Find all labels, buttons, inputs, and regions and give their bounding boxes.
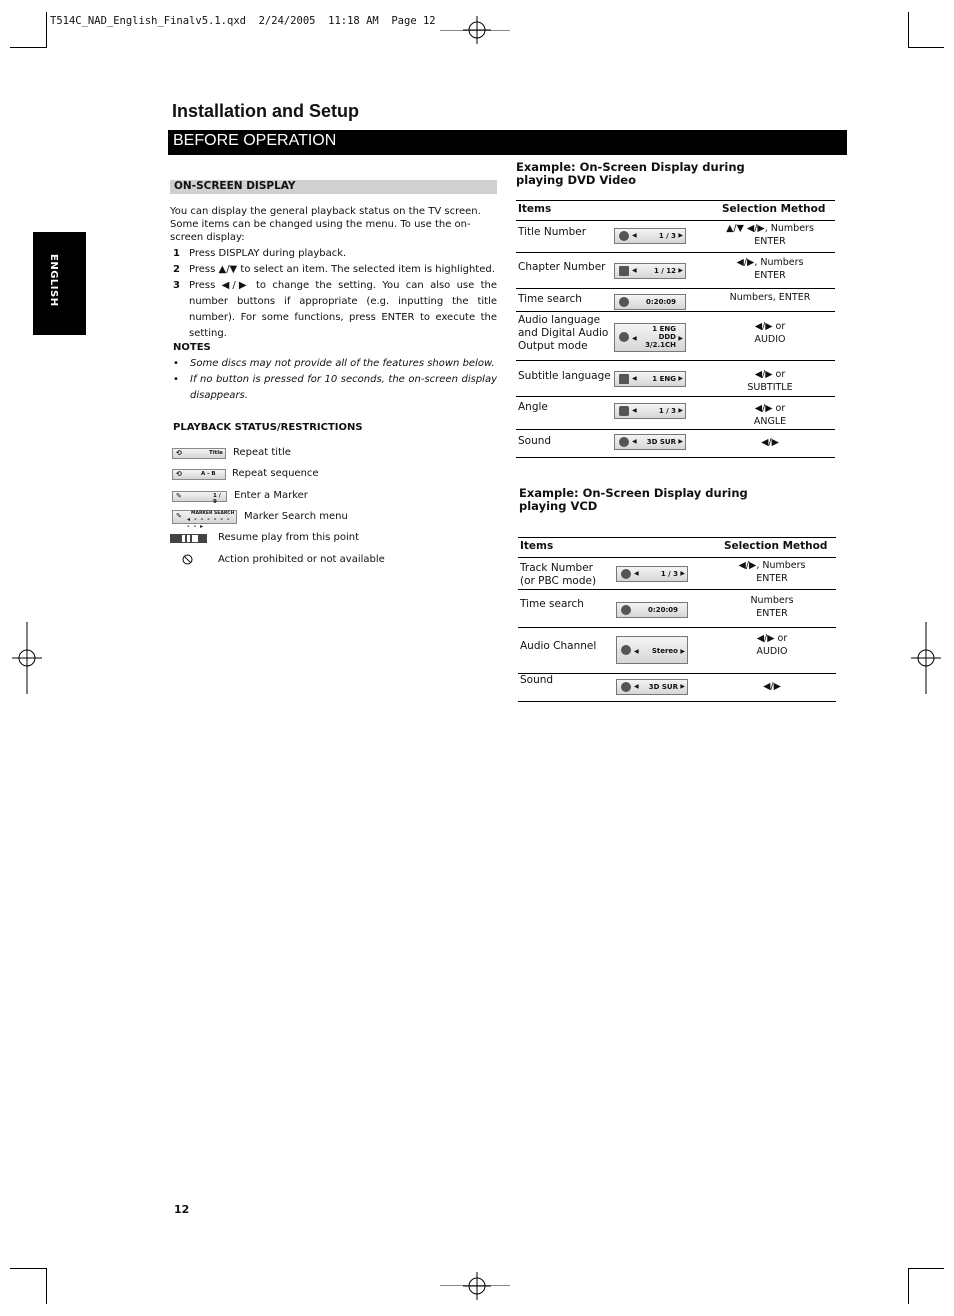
note-text: Some discs may not provide all of the features shown below. — [190, 358, 495, 369]
heading-label: ON-SCREEN DISPLAY — [174, 180, 296, 192]
table-rule — [516, 396, 835, 397]
table-rule — [516, 220, 835, 221]
table-rule — [518, 589, 836, 590]
title-line: playing VCD — [519, 499, 598, 513]
page-number: 12 — [174, 1203, 190, 1216]
method-title-number: ▲/▼ ◀/▶, Numbers ENTER — [726, 223, 814, 247]
time-search-osd: 0:20:09 — [614, 294, 686, 310]
status-label: Repeat title — [233, 447, 291, 458]
step-list — [173, 246, 497, 342]
side-tab-label: ENGLISH — [48, 254, 59, 307]
notes-list — [173, 356, 497, 404]
step-text: Press ▲/▼ to select an item. The selected item is highlighted. — [189, 264, 495, 275]
section-title: Installation and Setup — [172, 101, 360, 121]
prohibited-icon — [182, 554, 193, 565]
crop-mark — [10, 47, 46, 48]
col-header-method: Selection Method — [724, 540, 828, 552]
table-rule — [518, 537, 836, 538]
table-rule — [518, 701, 836, 702]
chapter-number-osd: ◀ 1 / 12 ▶ — [614, 263, 686, 279]
clock-icon — [621, 605, 631, 615]
item-audio-language: Audio language and Digital Audio Output mode — [518, 314, 609, 352]
method-track-number: ◀/▶, Numbers ENTER — [738, 560, 806, 584]
angle-osd: ◀ 1 / 3 ▶ — [614, 403, 686, 419]
table-rule — [518, 673, 836, 674]
crop-mark — [908, 1268, 944, 1269]
method-audio-language: ◀/▶ or AUDIO — [754, 321, 786, 345]
subtitle-language-osd: ◀ 1 ENG ▶ — [614, 371, 686, 387]
registration-mark-icon — [12, 622, 42, 694]
table-rule — [516, 252, 835, 253]
section-bar — [168, 130, 847, 155]
col-header-items: Items — [518, 203, 552, 215]
repeat-title-icon: ⟲ Title — [172, 448, 226, 459]
title-line: Example: On-Screen Display during — [516, 160, 745, 174]
marker-icon: ✎ 1 / 9 — [172, 491, 227, 502]
audio-channel-osd: ◀ Stereo ▶ — [616, 636, 688, 664]
sound-osd: ◀ 3D SUR ▶ — [616, 679, 688, 695]
step-item — [173, 262, 497, 278]
step-text: Press DISPLAY during playback. — [189, 248, 347, 259]
item-subtitle-language: Subtitle language — [518, 370, 611, 382]
table-rule — [518, 557, 836, 558]
table-rule — [516, 288, 835, 289]
step-number: 3 — [173, 280, 180, 291]
crop-mark — [908, 1268, 909, 1304]
method-time-search: Numbers, ENTER — [729, 292, 811, 303]
headphone-icon — [621, 645, 631, 655]
table-rule — [518, 627, 836, 628]
table-rule — [516, 311, 835, 312]
item-audio-channel: Audio Channel — [520, 640, 597, 652]
status-label: Enter a Marker — [234, 490, 308, 501]
crop-mark — [10, 1268, 46, 1269]
bullet: • — [173, 374, 179, 385]
status-label: Resume play from this point — [218, 532, 360, 543]
table-rule — [516, 457, 835, 458]
registration-mark-icon — [463, 16, 491, 44]
crop-mark — [908, 47, 944, 48]
title-line: playing DVD Video — [516, 173, 637, 187]
method-time-search: Numbers ENTER — [750, 595, 794, 619]
disc-icon — [621, 569, 631, 579]
item-time-search: Time search — [518, 293, 582, 305]
note-text: If no button is pressed for 10 seconds, the on-screen display disappears. — [190, 374, 497, 401]
language-side-tab — [33, 232, 86, 335]
film-icon — [619, 266, 629, 276]
method-subtitle-language: ◀/▶ or SUBTITLE — [747, 369, 793, 393]
crop-mark — [908, 12, 909, 48]
note-item — [173, 356, 497, 372]
item-angle: Angle — [518, 401, 548, 413]
clock-icon — [619, 297, 629, 307]
item-time-search: Time search — [520, 598, 584, 610]
speaker-icon — [621, 682, 631, 692]
file-header: T514C_NAD_English_Finalv5.1.qxd 2/24/2005 11:18 AM Page 12 — [50, 15, 436, 27]
crop-mark — [46, 12, 47, 48]
status-label: Repeat sequence — [232, 468, 319, 479]
camera-icon — [619, 406, 629, 416]
step-number: 1 — [173, 248, 180, 259]
intro-paragraph: You can display the general playback status on the TV screen. Some items can be changed using the menu. To use the on-screen display: — [170, 206, 481, 243]
dvd-table-title — [516, 161, 745, 187]
step-item — [173, 246, 497, 262]
method-sound: ◀/▶ — [763, 681, 781, 692]
repeat-sequence-icon: ⟲ A - B — [172, 469, 226, 480]
note-item — [173, 372, 497, 404]
crop-mark — [46, 1268, 47, 1304]
item-chapter-number: Chapter Number — [518, 261, 606, 273]
audio-language-osd: ◀ 1 ENG DDD 3/2.1CH ▶ — [614, 323, 686, 352]
method-chapter-number: ◀/▶, Numbers ENTER — [736, 257, 804, 281]
vcd-table-title — [519, 487, 748, 513]
headphone-icon — [619, 332, 629, 342]
step-text: Press ◀/▶ to change the setting. You can also use the number buttons if appropriate (e.g. inputting the title number). For some functions, press ENTER to execute the setting. — [189, 280, 497, 339]
status-label: Marker Search menu — [244, 511, 348, 522]
item-sound: Sound — [520, 674, 554, 686]
method-sound: ◀/▶ — [761, 437, 779, 448]
subtitle-icon — [619, 374, 629, 384]
disc-icon — [619, 231, 629, 241]
on-screen-display-heading — [170, 180, 497, 194]
track-number-osd: ◀ 1 / 3 ▶ — [616, 566, 688, 582]
method-audio-channel: ◀/▶ or AUDIO — [756, 633, 788, 657]
table-rule — [516, 429, 835, 430]
table-rule — [516, 360, 835, 361]
step-number: 2 — [173, 264, 180, 275]
item-title-number: Title Number — [518, 226, 587, 238]
speaker-icon — [619, 437, 629, 447]
playback-status-heading: PLAYBACK STATUS/RESTRICTIONS — [173, 422, 363, 433]
marker-search-icon: ✎ MARKER SEARCH ◂ - - - - - - - - ▸ — [172, 510, 237, 524]
step-item — [173, 278, 497, 342]
time-search-osd: 0:20:09 — [616, 602, 688, 618]
bullet: • — [173, 358, 179, 369]
table-rule — [516, 200, 835, 201]
col-header-items: Items — [520, 540, 554, 552]
col-header-method: Selection Method — [722, 203, 826, 215]
section-bar-title: BEFORE OPERATION — [173, 132, 337, 149]
method-angle: ◀/▶ or ANGLE — [753, 403, 787, 427]
registration-mark-icon — [463, 1272, 491, 1300]
notes-heading: NOTES — [173, 342, 211, 353]
registration-mark-icon — [911, 622, 941, 694]
title-line: Example: On-Screen Display during — [519, 486, 748, 500]
resume-icon — [170, 534, 207, 543]
item-track-number: Track Number (or PBC mode) — [520, 562, 597, 587]
sound-osd: ◀ 3D SUR ▶ — [614, 434, 686, 450]
status-label: Action prohibited or not available — [218, 554, 385, 565]
item-sound: Sound — [518, 435, 552, 447]
title-number-osd: ◀ 1 / 3 ▶ — [614, 228, 686, 244]
